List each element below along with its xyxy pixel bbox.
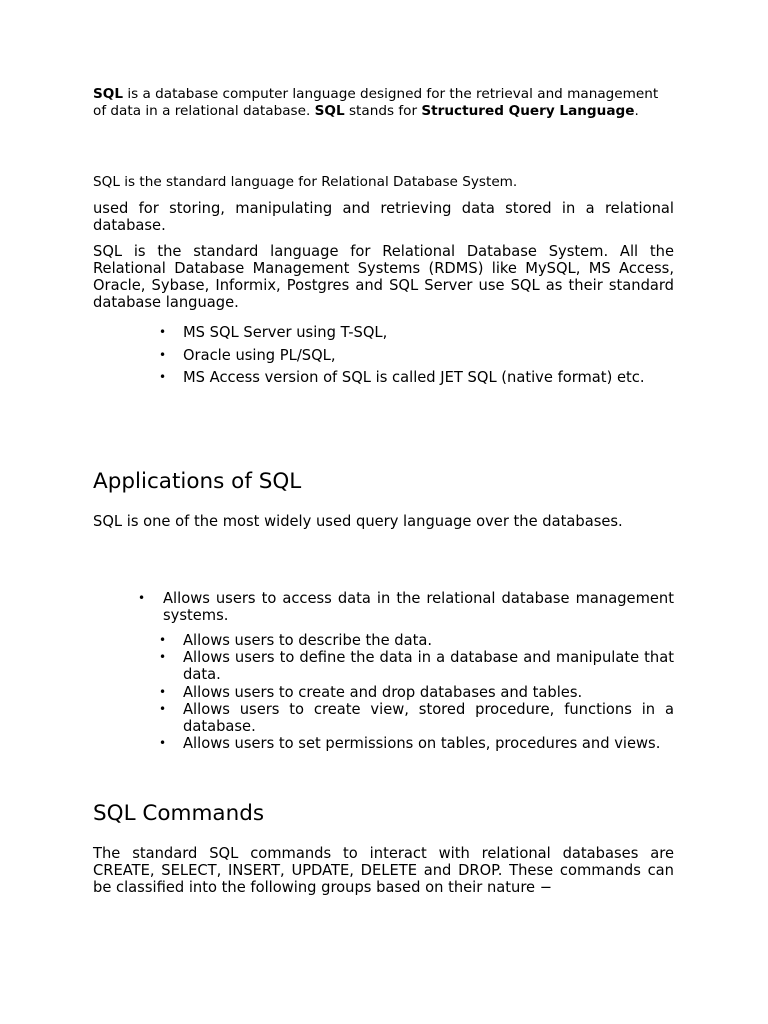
intro-paragraph <box>93 86 674 120</box>
commands-paragraph: The standard SQL commands to interact with relational databases are CREATE, SELECT, INSERT, UPDATE, DELETE and DROP. These commands can be classified into the following groups based on their nature − <box>93 845 674 896</box>
applications-intro: SQL is one of the most widely used query language over the databases. <box>93 513 623 530</box>
applications-list <box>183 632 674 752</box>
list-item: • Allows users to set permissions on tables, procedures and views. <box>183 735 674 752</box>
standard-language-line: SQL is the standard language for Relational Database System. <box>93 174 518 190</box>
rdbms-paragraph: SQL is the standard language for Relational Database System. All the Relational Database Management Systems (RDMS) like MySQL, MS Access, Oracle, Sybase, Informix, Postgres and SQL Server use SQL as their standard database language. <box>93 243 674 311</box>
intro-text: . <box>634 103 639 119</box>
list-item: • Allows users to describe the data. <box>183 632 674 649</box>
list-item: • Allows users to create and drop databases and tables. <box>183 684 674 701</box>
applications-first-list <box>163 590 674 624</box>
sql-full-name: Structured Query Language <box>421 103 635 119</box>
list-item: • Oracle using PL/SQL, <box>183 347 674 364</box>
sql-term: SQL <box>93 86 124 102</box>
commands-heading: SQL Commands <box>93 801 265 826</box>
list-item: • Allows users to create view, stored procedure, functions in a database. <box>183 701 674 735</box>
list-item: • MS SQL Server using T-SQL, <box>183 324 674 341</box>
list-item: • Allows users to define the data in a database and manipulate that data. <box>183 649 674 683</box>
list-item: • Allows users to access data in the relational database management systems. <box>163 590 674 624</box>
list-item: • MS Access version of SQL is called JET SQL (native format) etc. <box>183 369 674 386</box>
applications-heading: Applications of SQL <box>93 469 302 494</box>
sql-dialects-list <box>183 324 674 392</box>
sql-term: SQL <box>314 103 345 119</box>
storing-paragraph: used for storing, manipulating and retrieving data stored in a relational database. <box>93 200 674 234</box>
intro-text: stands for <box>344 103 422 119</box>
intro-text: is a database computer language designed for the retrieval and management of data in a relational database. <box>93 86 659 119</box>
